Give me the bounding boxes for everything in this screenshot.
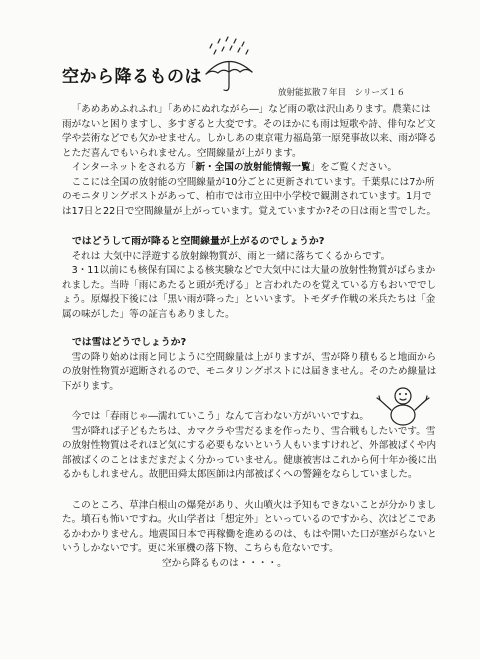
text-segment: 」をご覧ください。 (310, 162, 397, 173)
paragraph: このところ、草津白根山の爆発があり、火山噴火は予知もできないことが分かりました。墳石も怖いですね。火山学者は「想定外」といっているのですから、次はどこであるかわかりません。地震国日本で再稼働を進めるのは、もはや開いた口が塞がらないというしかないです。更に米軍機の落下物、こちらも危ないです。 (62, 499, 437, 554)
paragraph: 雪の降り始めは雨と同じように空間線量は上がりますが、雪が降り積もると地面からの放射性物質が遮断されるので、モニタリングポストには届きません。そのため線量は下がります。 (62, 351, 437, 392)
paragraph: 3・11以前にも核保有国による核実験などで大気中には大量の放射性物質がばらまかれました。当時「雨にあたると頭が禿げる」と言われたのを覚えている方もおいででしょう。原爆投下後には「黒い雨が降った」といいます。トモダチ作戦の米兵たちは「金属の味がした」等の証言もありました。 (62, 265, 437, 320)
closing-line: 空から降るものは・・・・。 (162, 557, 287, 569)
paragraph-internet (62, 161, 438, 176)
site-name: 新・全国の放射能情報一覧 (195, 162, 311, 173)
paragraph: それは 大気中に浮遊する放射線物質が、雨と一緒に落ちてくるからです。 (71, 250, 391, 262)
series-label: 放射能拡散７年目 シリーズ１６ (278, 88, 406, 98)
section-heading: ではどうして雨が降ると空間線量が上がるのでしょうか? (71, 236, 325, 247)
umbrella-rain-icon (200, 36, 258, 96)
paragraph: 「あめあめふれふれ」「あめにぬれながら―」など雨の歌は沢山あります。農業には雨がないと困りますし、多すぎると大変です。そのほかにも雨は短歌や詩、俳句など文学や芸術などでも欠かせません。しかしあの東京電力福島第一原発事故以来、雨が降るとただ喜んでもいられません。空間線量が上がります。 (62, 104, 437, 159)
page-title: 空から降るものは (62, 67, 202, 87)
section-heading: では雪はどうでしょうか? (71, 337, 187, 348)
text-segment: インターネットをされる方「 (71, 162, 196, 173)
paragraph: ここには全国の放射能の空間線量が10分ごとに更新されています。千葉県には7か所のモニタリングポストがあって、柏市では市立田中小学校で観測されています。1月では17日と22日で空間線量が上がっています。覚えていますか?その日は雨と雪でした。 (62, 176, 437, 217)
paragraph: 今では「春雨じゃ―濡れていこう」なんて言わない方がいいですね。 (71, 411, 369, 422)
paragraph: 雪が降れば子どもたちは、カマクラや雪だるまを作ったり、雪合戦もしたいです。雪の放射性物質はそれほど気にする必要もないという人もいますけれど、外部被ばくや内部被ばくのことはまだまだよく分かっていません。健康被害はこれから何十年か後に出るかもしれません。故肥田舜太郎医師は内部被ばくへの警鐘をならしていました。 (62, 425, 437, 480)
article-body (62, 103, 438, 571)
snowman-icon (372, 380, 434, 430)
